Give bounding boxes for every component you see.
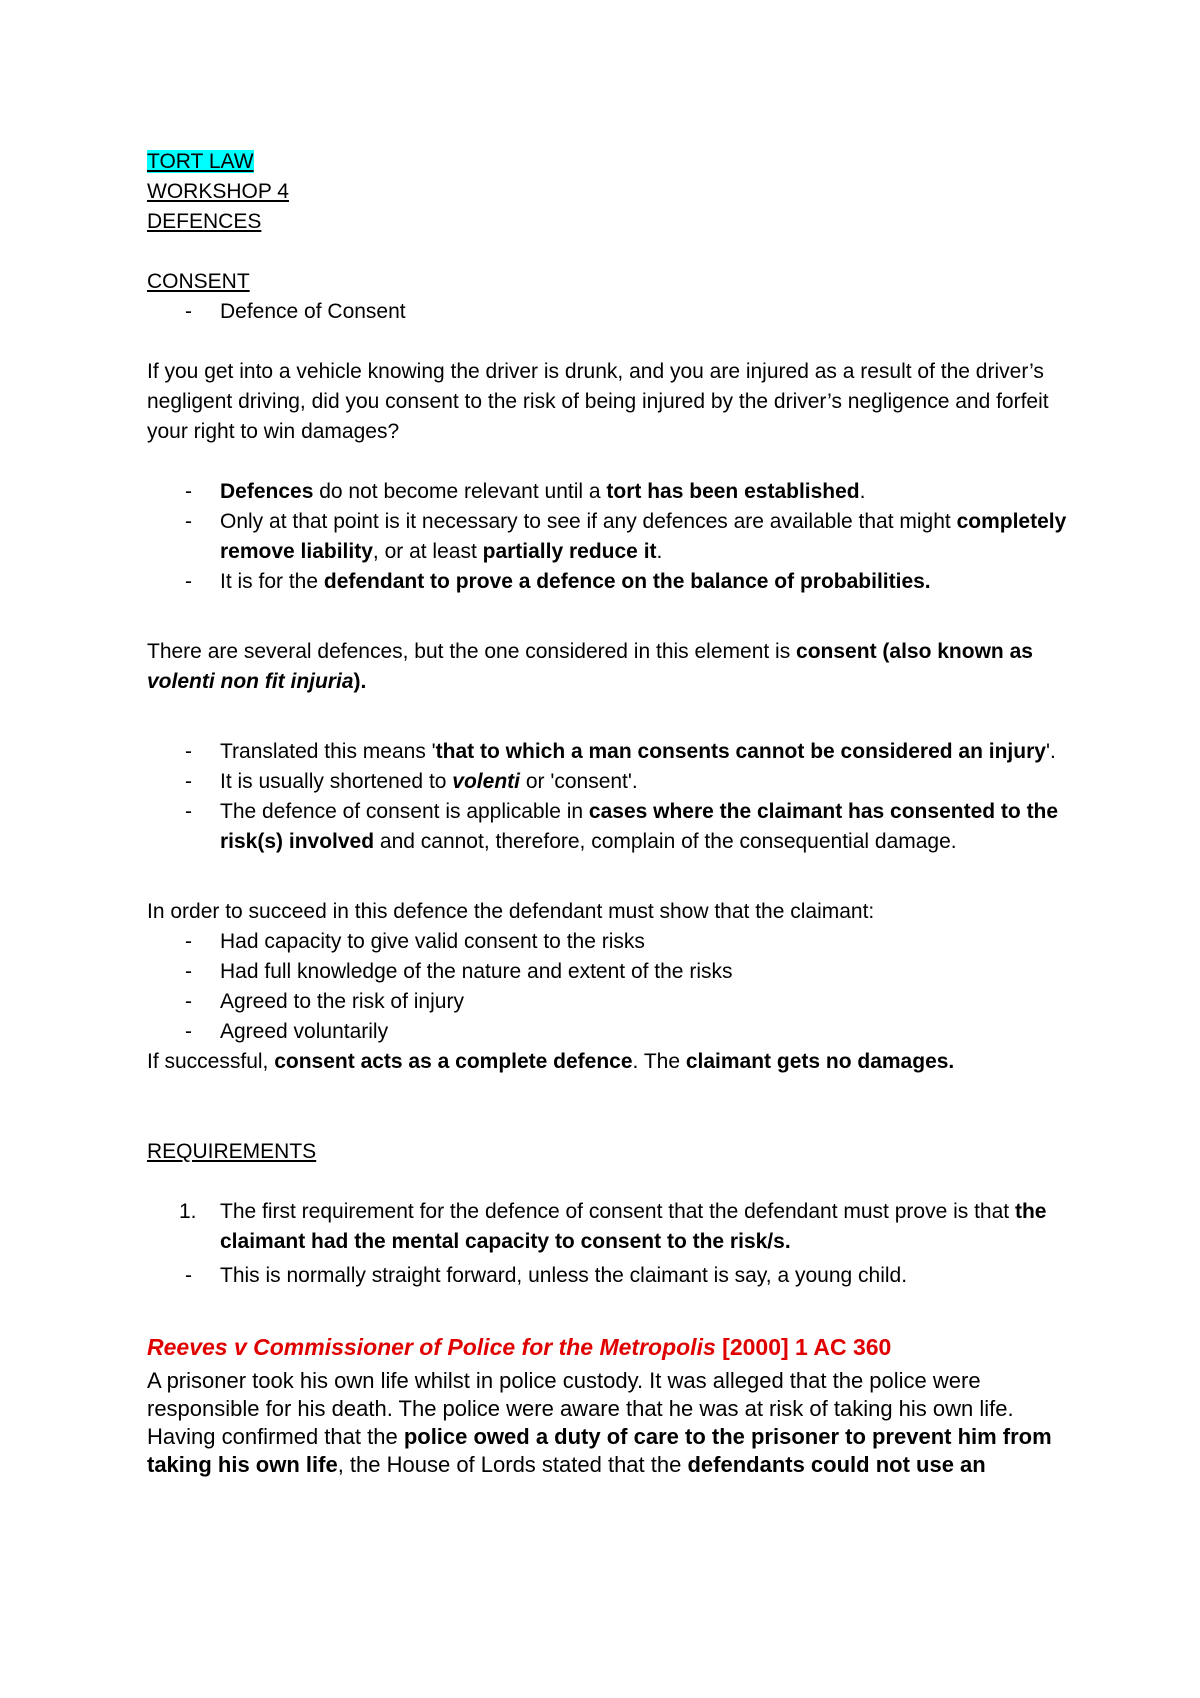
several-defences-paragraph: There are several defences, but the one considered in this element is consent (also known as volenti non fit injuria). — [147, 640, 1033, 693]
list-item: - Translated this means 'that to which a man consents cannot be considered an injury'. — [185, 740, 1056, 763]
order-intro: In order to succeed in this defence the defendant must show that the claimant: — [147, 900, 875, 923]
list-item: - The defence of consent is applicable in cases where the claimant has consented to the risk(s) involved and cannot, therefore, complain of the consequential damage. — [185, 800, 1059, 853]
document-page — [147, 147, 1067, 1479]
workshop-label: WORKSHOP 4 — [147, 180, 289, 203]
case-title: Reeves v Commissioner of Police for the Metropolis [2000] 1 AC 360 — [147, 1334, 892, 1360]
requirements-list — [147, 927, 1067, 1047]
doc-title: TORT LAW — [147, 150, 254, 173]
list-item: - Had full knowledge of the nature and extent of the risks — [185, 960, 733, 983]
list-item: - Defences do not become relevant until a tort has been established. — [185, 480, 866, 503]
list-item: - It is usually shortened to volenti or 'consent'. — [185, 770, 638, 793]
list-item: - Had capacity to give valid consent to the risks — [185, 930, 645, 953]
case-paragraph: A prisoner took his own life whilst in police custody. It was alleged that the police were responsible for his death. The police were aware that he was at risk of taking his own life. Having confirmed that the police owed a duty of care to the prisoner to prevent him from taking his own life, the House of Lords stated that the defendants could not use an — [147, 1368, 1052, 1477]
defence-points — [147, 477, 1067, 597]
consent-heading: CONSENT — [147, 270, 250, 293]
list-item: - Agreed to the risk of injury — [185, 990, 464, 1013]
question-paragraph: If you get into a vehicle knowing the driver is drunk, and you are injured as a result of the driver’s negligent driving, did you consent to the risk of being injured by the driver’s negligence and forfeit your right to win damages? — [147, 360, 1049, 443]
list-item: - Agreed voluntarily — [185, 1020, 389, 1043]
translation-points — [147, 737, 1067, 857]
list-item: - This is normally straight forward, unless the claimant is say, a young child. — [185, 1264, 908, 1287]
requirement-note-list — [147, 1261, 1067, 1291]
topic-label: DEFENCES — [147, 210, 262, 233]
requirement-numbered-list — [147, 1197, 1067, 1257]
success-paragraph: If successful, consent acts as a complete defence. The claimant gets no damages. — [147, 1050, 955, 1073]
list-item: - It is for the defendant to prove a defence on the balance of probabilities. — [185, 570, 931, 593]
intro-list — [147, 297, 1067, 327]
list-item: 1. The first requirement for the defence of consent that the defendant must prove is that the claimant had the mental capacity to consent to the risk/s. — [179, 1200, 1047, 1253]
requirements-heading: REQUIREMENTS — [147, 1140, 317, 1163]
list-item: - Only at that point is it necessary to see if any defences are available that might completely remove liability, or at least partially reduce it. — [185, 510, 1067, 563]
list-item: - Defence of Consent — [185, 300, 406, 323]
